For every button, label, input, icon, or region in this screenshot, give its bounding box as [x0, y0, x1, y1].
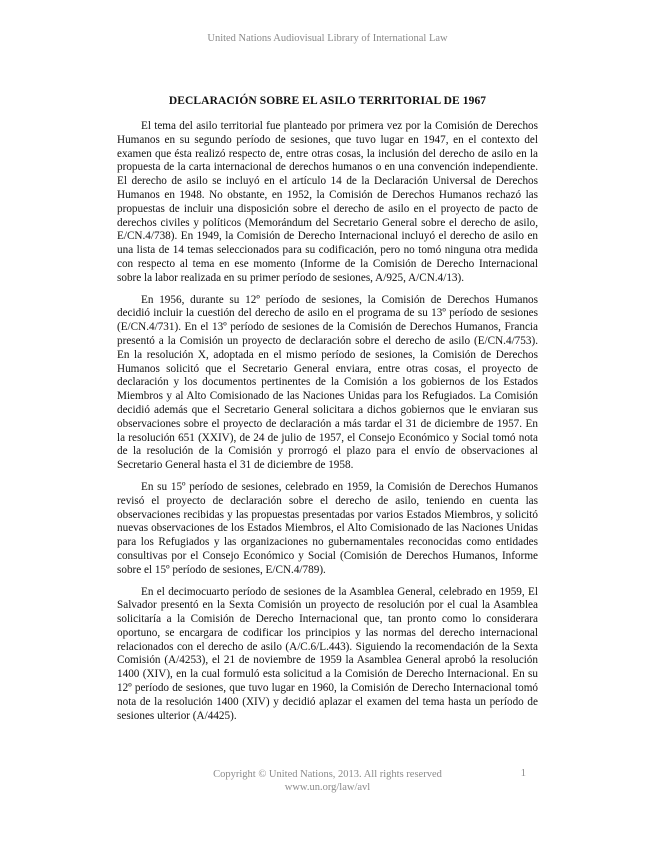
paragraph-3: En su 15º período de sesiones, celebrado en 1959, la Comisión de Derechos Humanos revisó el proyecto de declaración sobre el derecho de asilo, teniendo en cuenta las observaciones recibidas y las propuestas presentadas por varios Estados Miembros, y solicitó nuevas observaciones de los Estados Miembros, el Alto Comisionado de las Naciones Unidas para los Refugiados y las organizaciones no gubernamentales reconocidas como entidades consultivas por el Consejo Económico y Social (Comisión de Derechos Humanos, Informe sobre el 15º período de sesiones, E/CN.4/789). — [117, 480, 538, 576]
footer-url: www.un.org/law/avl — [284, 782, 371, 793]
copyright-notice: Copyright © United Nations, 2013. All rights reserved — [213, 769, 442, 780]
document-title: DECLARACIÓN SOBRE EL ASILO TERRITORIAL DE 1967 — [168, 95, 487, 107]
document-body — [117, 120, 538, 731]
paragraph-4: En el decimocuarto período de sesiones de la Asamblea General, celebrado en 1959, El Salvador presentó en la Sexta Comisión un proyecto de resolución por el cual la Asamblea solicitaría a la Comisión de Derecho Internacional que, tan pronto como lo considerara oportuno, se encargara de codificar los principios y las normas del derecho internacional relacionados con el derecho de asilo (A/C.6/L.443). Siguiendo la recomendación de la Sexta Comisión (A/4253), el 21 de noviembre de 1959 la Asamblea General aprobó la resolución 1400 (XIV), en la cual formuló esta solicitud a la Comisión de Derecho Internacional. En su 12º período de sesiones, que tuvo lugar en 1960, la Comisión de Derecho Internacional tomó nota de la resolución 1400 (XIV) y decidió aplazar el examen del tema hasta un período de sesiones ulterior (A/4425). — [117, 585, 538, 722]
page-footer — [0, 768, 655, 794]
paragraph-2: En 1956, durante su 12º período de sesiones, la Comisión de Derechos Humanos decidió incluir la cuestión del derecho de asilo en el programa de su 13º período de sesiones (E/CN.4/731). En el 13º período de sesiones de la Comisión de Derechos Humanos, Francia presentó a la Comisión un proyecto de declaración sobre el derecho de asilo (E/CN.4/753). En la resolución X, adoptada en el mismo período de sesiones, la Comisión de Derechos Humanos solicitó que el Secretario General enviara, entre otras cosas, el proyecto de declaración y los documentos pertinentes de la Comisión a los gobiernos de los Estados Miembros y al Alto Comisionado de las Naciones Unidas para los Refugiados. La Comisión decidió además que el Secretario General solicitara a dichos gobiernos que le enviaran sus observaciones sobre el proyecto de declaración a más tardar el 31 de diciembre de 1957. En la resolución 651 (XXIV), de 24 de julio de 1957, el Consejo Económico y Social tomó nota de la resolución de la Comisión y prorrogó el plazo para el envío de observaciones al Secretario General hasta el 31 de diciembre de 1958. — [117, 293, 538, 472]
library-header: United Nations Audiovisual Library of International Law — [207, 33, 448, 44]
paragraph-1: El tema del asilo territorial fue planteado por primera vez por la Comisión de Derechos Humanos en su segundo período de sesiones, que tuvo lugar en 1947, en el contexto del examen que ésta realizó respecto de, entre otras cosas, la inclusión del derecho de asilo en la propuesta de la carta internacional de derechos humanos o en una convención independiente. El derecho de asilo se incluyó en el artículo 14 de la Declaración Universal de Derechos Humanos en 1948. No obstante, en 1952, la Comisión de Derechos Humanos rechazó las propuestas de incluir una disposición sobre el derecho de asilo en el proyecto de pacto de derechos civiles y políticos (Memorándum del Secretario General sobre el derecho de asilo, E/CN.4/738). En 1949, la Comisión de Derecho Internacional incluyó el derecho de asilo en una lista de 14 temas seleccionados para su codificación, pero no tomó ninguna otra medida con respecto al tema en ese momento (Informe de la Comisión de Derecho Internacional sobre la labor realizada en su primer período de sesiones, A/925, A/CN.4/13). — [117, 120, 538, 284]
page-number: 1 — [520, 768, 526, 779]
